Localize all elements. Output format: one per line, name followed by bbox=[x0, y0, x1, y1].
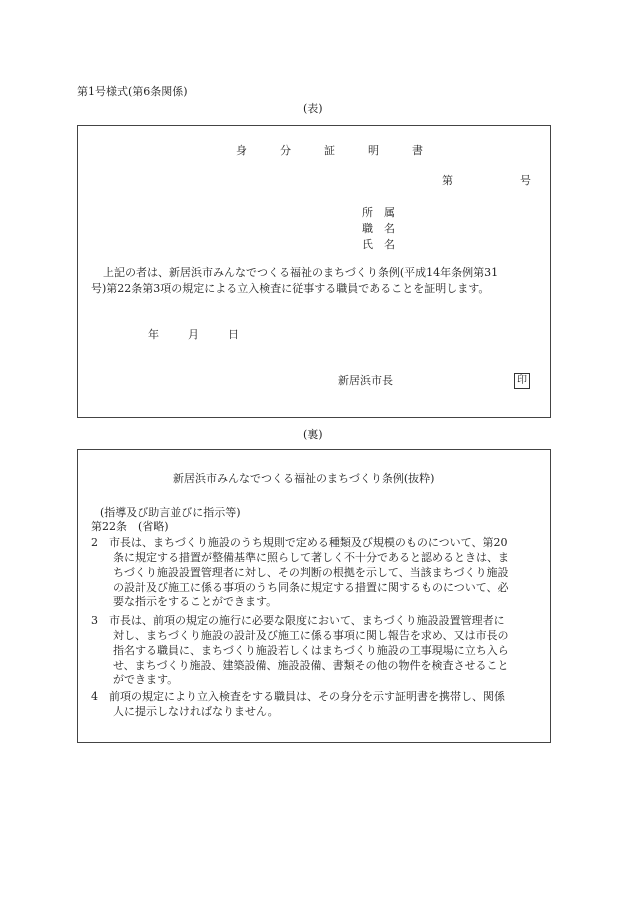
ordinance-excerpt-title: 新居浜市みんなでつくる福祉のまちづくり条例(抜粋) bbox=[173, 472, 435, 485]
clause-2 bbox=[91, 536, 509, 610]
clause-line: 2 市長は、まちづくり施設のうち規則で定める種類及び規模のものについて、第20 bbox=[91, 536, 508, 549]
title-char: 身 bbox=[236, 144, 247, 157]
seal-mark: 印 bbox=[514, 373, 530, 389]
section-heading: (指導及び助言並びに指示等) bbox=[100, 506, 241, 519]
date-day: 日 bbox=[228, 328, 239, 341]
clause-line: 3 市長は、前項の規定の施行に必要な限度において、まちづくり施設設置管理者に bbox=[91, 614, 505, 627]
certification-text-line-2: 号)第22条第3項の規定による立入検査に従事する職員であることを証明します。 bbox=[91, 282, 490, 295]
clause-3 bbox=[91, 614, 509, 688]
clause-line: 4 前項の規定により立入検査をする職員は、その身分を示す証明書を携帯し、関係 bbox=[91, 690, 505, 703]
title-char: 証 bbox=[324, 144, 335, 157]
certificate-back bbox=[77, 449, 551, 743]
clause-line: 対し、まちづくり施設の設計及び施工に係る事項に関し報告を求め、又は市長の bbox=[113, 628, 509, 642]
issuer: 新居浜市長 bbox=[338, 374, 393, 387]
certificate-front bbox=[77, 125, 551, 418]
number-prefix: 第 bbox=[442, 174, 453, 187]
field-name: 氏 名 bbox=[362, 238, 395, 251]
field-affiliation: 所 属 bbox=[362, 206, 395, 219]
certificate-number bbox=[442, 174, 531, 189]
clause-line: 条に規定する措置が整備基準に照らして著しく不十分であると認めるときは、ま bbox=[113, 550, 509, 564]
issue-date bbox=[148, 328, 239, 343]
clause-line: 指名する職員に、まちづくり施設若しくはまちづくり施設の工事現場に立ち入ら bbox=[113, 643, 509, 657]
date-year: 年 bbox=[148, 328, 159, 341]
title-char: 分 bbox=[280, 144, 291, 157]
article-number: 第22条 (省略) bbox=[91, 520, 169, 533]
clause-line: ちづくり施設設置管理者に対し、その判断の根拠を示して、当該まちづくり施設 bbox=[113, 565, 509, 579]
clause-4 bbox=[91, 690, 505, 720]
front-label: (表) bbox=[303, 102, 323, 115]
title-char: 書 bbox=[412, 144, 423, 157]
form-number: 第1号様式(第6条関係) bbox=[77, 85, 188, 98]
back-label: (裏) bbox=[303, 428, 323, 441]
clause-line: の設計及び施工に係る事項のうち同条に規定する措置に関するものについて、必 bbox=[113, 580, 509, 594]
title-char: 明 bbox=[368, 144, 379, 157]
number-suffix: 号 bbox=[520, 174, 531, 187]
clause-line: ができます。 bbox=[113, 673, 179, 687]
field-position: 職 名 bbox=[362, 222, 395, 235]
certification-text-line-1: 上記の者は、新居浜市みんなでつくる福祉のまちづくり条例(平成14年条例第31 bbox=[103, 266, 499, 279]
clause-line: せ、まちづくり施設、建築設備、施設設備、書類その他の物件を検査させること bbox=[113, 658, 509, 672]
clause-line: 人に提示しなければなりません。 bbox=[113, 704, 279, 718]
certificate-title bbox=[236, 144, 423, 159]
clause-line: 要な指示をすることができます。 bbox=[113, 595, 278, 609]
date-month: 月 bbox=[188, 328, 199, 341]
